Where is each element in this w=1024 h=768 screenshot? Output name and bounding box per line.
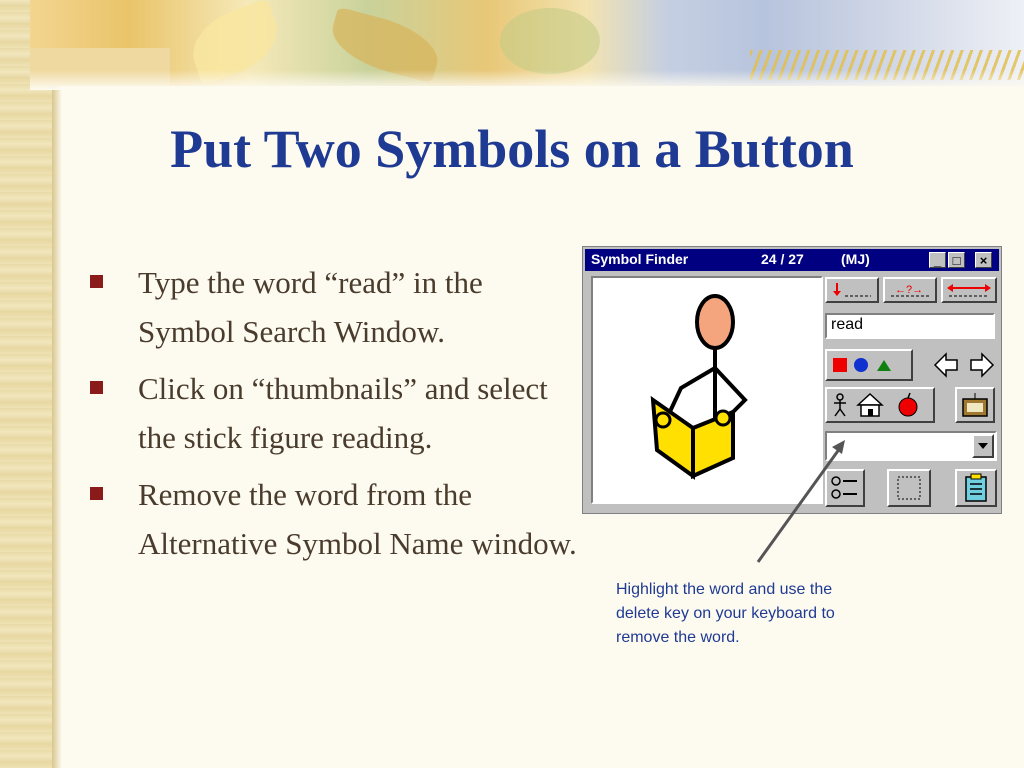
bullet-text: Type the word “read” in the Symbol Search Window. (138, 265, 483, 349)
next-button[interactable] (967, 349, 997, 381)
previous-button[interactable] (931, 349, 961, 381)
bullet-marker (90, 487, 103, 500)
close-button[interactable]: × (975, 252, 992, 268)
banner-fade (30, 70, 1024, 90)
blank-frame-icon (892, 473, 926, 503)
stick-figure-reading-icon (593, 278, 817, 498)
window-titlebar[interactable] (585, 249, 999, 271)
user-initials: (MJ) (841, 251, 870, 267)
picture-frame-button[interactable] (955, 387, 995, 423)
left-decorative-strip (0, 0, 52, 768)
down-arrow-icon (829, 281, 875, 299)
double-arrow-button[interactable] (941, 277, 997, 303)
blank-button[interactable] (887, 469, 931, 507)
down-arrow-button[interactable] (825, 277, 879, 303)
question-swap-icon (887, 281, 933, 299)
symbol-search-input[interactable]: read (825, 313, 995, 339)
picture-frame-icon (959, 391, 991, 419)
alternative-name-select[interactable] (825, 431, 997, 461)
dropdown-button[interactable] (972, 434, 994, 458)
window-title: Symbol Finder (591, 251, 689, 267)
thumbnails-button[interactable] (825, 387, 935, 423)
red-square-icon (833, 358, 847, 372)
blue-circle-icon (854, 358, 868, 372)
symbol-count: 24 / 27 (761, 251, 804, 267)
arrow-left-icon (933, 352, 959, 378)
stick-figure-icon (834, 394, 846, 416)
bullet-item (88, 470, 578, 568)
bullet-text: Remove the word from the Alternative Symbol Name window. (138, 477, 577, 561)
list-icon (829, 473, 861, 503)
arrow-right-icon (969, 352, 995, 378)
callout-text: Highlight the word and use the delete key on your keyboard to remove the word. (616, 581, 835, 646)
bullet-item (88, 364, 578, 462)
shape-filter-icons (829, 354, 909, 376)
banner-leaf (500, 8, 600, 74)
minimize-button[interactable]: _ (929, 252, 946, 268)
apple-icon (899, 393, 917, 416)
slide-title: Put Two Symbols on a Button (170, 119, 854, 179)
clipboard-button[interactable] (955, 469, 997, 507)
clipboard-icon (960, 473, 992, 503)
question-swap-button[interactable] (883, 277, 937, 303)
green-triangle-icon (877, 360, 891, 371)
bullet-item (88, 258, 578, 356)
svg-text:←?→: ←?→ (895, 284, 924, 296)
list-view-button[interactable] (825, 469, 865, 507)
maximize-button[interactable]: □ (948, 252, 965, 268)
bullet-marker (90, 275, 103, 288)
double-arrow-icon (945, 281, 993, 299)
bullet-list (88, 258, 578, 576)
symbol-preview (591, 276, 823, 504)
left-strip-shade (52, 0, 62, 768)
chevron-down-icon (977, 442, 989, 450)
bullet-text: Click on “thumbnails” and select the stick figure reading. (138, 371, 548, 455)
house-icon (858, 394, 882, 416)
shape-filter-button[interactable] (825, 349, 913, 381)
thumbnail-icons (830, 391, 930, 419)
bullet-marker (90, 381, 103, 394)
symbol-finder-window (582, 246, 1002, 514)
